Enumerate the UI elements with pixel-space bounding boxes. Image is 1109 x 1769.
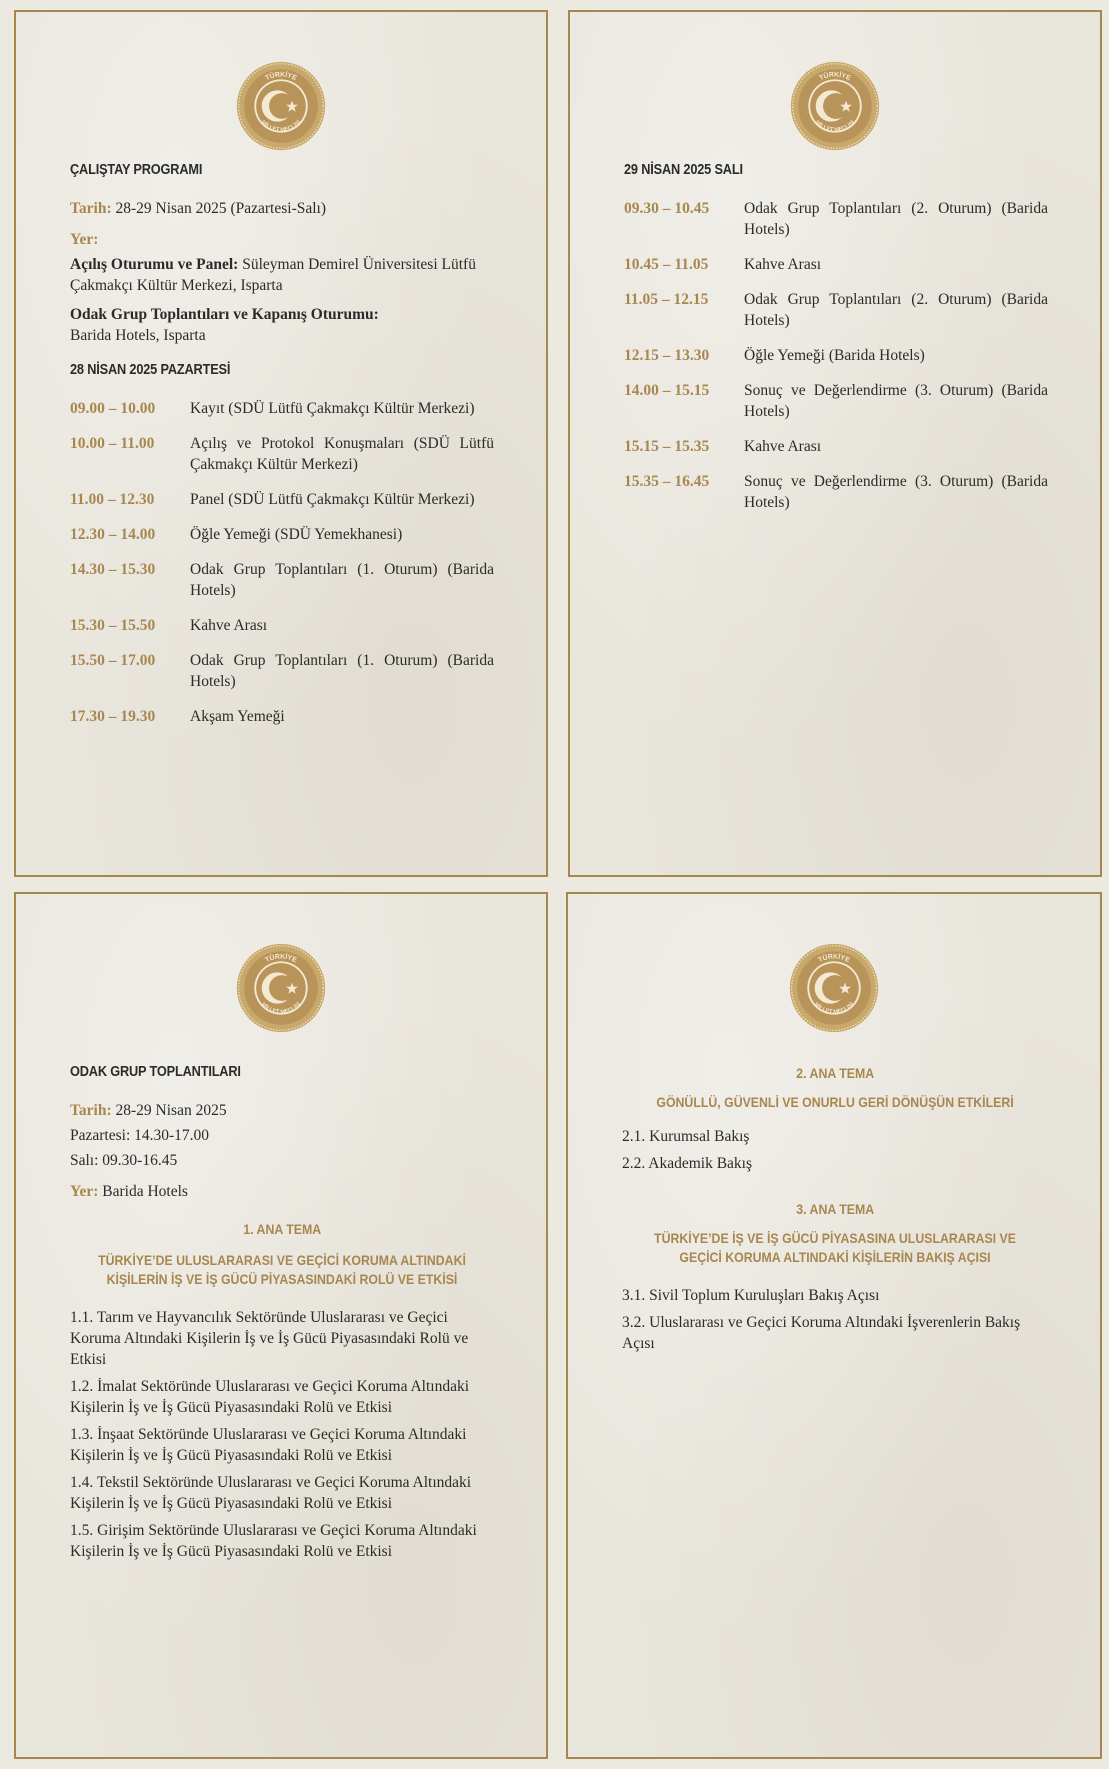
date-label: Tarih: (70, 1102, 112, 1119)
day2-title: 29 NİSAN 2025 SALI (624, 162, 743, 178)
theme3-items (622, 1285, 1048, 1354)
svg-text:TÜRKİYE: TÜRKİYE (818, 71, 852, 83)
opening-label: Açılış Oturumu ve Panel: (70, 256, 239, 273)
schedule-row (70, 706, 494, 727)
theme-item: 1.1. Tarım ve Hayvancılık Sektöründe Uluslararası ve Geçici Koruma Altındaki Kişilerin İş ve İş Gücü Piyasasındaki Rolü ve Etkisi (70, 1309, 469, 1368)
schedule-desc: Akşam Yemeği (190, 708, 285, 725)
theme3-title: TÜRKİYE’DE İŞ VE İŞ GÜCÜ PİYASASINA ULUSLARARASI VE GEÇİCİ KORUMA ALTINDAKİ KİŞİLERİN BAKIŞ AÇISI (654, 1230, 1016, 1265)
svg-text:MİLLET MECLİSİ: MİLLET MECLİSİ (259, 1001, 303, 1016)
focus-title: ODAK GRUP TOPLANTILARI (70, 1064, 241, 1080)
schedule-desc: Kahve Arası (744, 438, 822, 455)
opening-value: Süleyman Demirel Üniversitesi Lütfü Çakmakçı Kültür Merkezi, Isparta (70, 256, 476, 294)
svg-text:MİLLET MECLİSİ: MİLLET MECLİSİ (812, 1001, 856, 1016)
schedule-desc: Odak Grup Toplantıları (2. Oturum) (Barida Hotels) (744, 291, 1048, 329)
schedule-time: 09.00 – 10.00 (70, 400, 156, 417)
day2-schedule (624, 198, 1048, 513)
day1-title: 28 NİSAN 2025 PAZARTESİ (70, 362, 231, 378)
schedule-time: 15.15 – 15.35 (624, 438, 710, 455)
tbmm-seal-logo (788, 942, 880, 1034)
monday-hours: Pazartesi: 14.30-17.00 (70, 1127, 210, 1144)
date-value: 28-29 Nisan 2025 (115, 1102, 227, 1119)
tuesday-hours: Salı: 09.30-16.45 (70, 1152, 178, 1169)
schedule-row (70, 650, 494, 692)
place-label: Yer: (70, 231, 99, 248)
schedule-time: 10.00 – 11.00 (70, 435, 155, 452)
place-value: Barida Hotels (102, 1183, 188, 1200)
theme-item: 3.1. Sivil Toplum Kuruluşları Bakış Açısı (622, 1287, 880, 1304)
theme-item: 2.2. Akademik Bakış (622, 1155, 753, 1172)
tbmm-seal-logo (789, 60, 881, 152)
focus-value: Barida Hotels, Isparta (70, 327, 206, 344)
svg-text:MİLLET MECLİSİ: MİLLET MECLİSİ (813, 119, 857, 134)
schedule-row (624, 254, 1048, 275)
day1-schedule (70, 398, 494, 727)
schedule-time: 11.00 – 12.30 (70, 491, 155, 508)
page-day2 (568, 10, 1102, 877)
schedule-desc: Sonuç ve Değerlendirme (3. Oturum) (Barida Hotels) (744, 473, 1048, 511)
schedule-desc: Panel (SDÜ Lütfü Çakmakçı Kültür Merkezi) (190, 491, 475, 508)
theme2-title: GÖNÜLLÜ, GÜVENLİ VE ONURLU GERİ DÖNÜŞÜN ETKİLERİ (656, 1094, 1014, 1110)
theme-item: 3.2. Uluslararası ve Geçici Koruma Altındaki İşverenlerin Bakış Açısı (622, 1314, 1021, 1352)
date-label: Tarih: (70, 200, 112, 217)
schedule-desc: Kayıt (SDÜ Lütfü Çakmakçı Kültür Merkezi) (190, 400, 475, 417)
svg-text:MİLLET MECLİSİ: MİLLET MECLİSİ (259, 119, 303, 134)
theme-item: 1.4. Tekstil Sektöründe Uluslararası ve Geçici Koruma Altındaki Kişilerin İş ve İş Gücü Piyasasındaki Rolü ve Etkisi (70, 1474, 472, 1512)
tbmm-seal-logo (235, 60, 327, 152)
schedule-time: 12.15 – 13.30 (624, 347, 710, 364)
schedule-row (70, 433, 494, 475)
schedule-desc: Kahve Arası (190, 617, 268, 634)
schedule-desc: Sonuç ve Değerlendirme (3. Oturum) (Barida Hotels) (744, 382, 1048, 420)
theme2-number: 2. ANA TEMA (796, 1065, 874, 1081)
theme1-items (70, 1307, 494, 1562)
schedule-row (70, 559, 494, 601)
schedule-desc: Öğle Yemeği (SDÜ Yemekhanesi) (190, 526, 403, 543)
theme2-items (622, 1126, 1048, 1174)
schedule-desc: Kahve Arası (744, 256, 822, 273)
theme-item: 1.2. İmalat Sektöründe Uluslararası ve Geçici Koruma Altındaki Kişilerin İş ve İş Gücü Piyasasındaki Rolü ve Etkisi (70, 1378, 470, 1416)
theme3-number: 3. ANA TEMA (796, 1201, 874, 1217)
schedule-row (70, 615, 494, 636)
schedule-row (624, 289, 1048, 331)
schedule-time: 14.00 – 15.15 (624, 382, 710, 399)
schedule-desc: Odak Grup Toplantıları (1. Oturum) (Barida Hotels) (190, 652, 494, 690)
tbmm-seal-logo (235, 942, 327, 1034)
page-themes (566, 892, 1102, 1759)
svg-text:TÜRKİYE: TÜRKİYE (817, 953, 851, 965)
theme1-title: TÜRKİYE’DE ULUSLARARASI VE GEÇİCİ KORUMA ALTINDAKİ KİŞİLERİN İŞ VE İŞ GÜCÜ PİYASASINDAKİ ROLÜ VE ETKİSİ (98, 1252, 466, 1287)
schedule-time: 14.30 – 15.30 (70, 561, 156, 578)
page-program (14, 10, 548, 877)
theme1-number: 1. ANA TEMA (243, 1221, 321, 1237)
schedule-row (624, 436, 1048, 457)
focus-label: Odak Grup Toplantıları ve Kapanış Oturumu: (70, 306, 379, 323)
schedule-row (70, 524, 494, 545)
schedule-time: 15.30 – 15.50 (70, 617, 156, 634)
svg-text:TÜRKİYE: TÜRKİYE (264, 71, 298, 83)
schedule-row (70, 489, 494, 510)
schedule-row (624, 345, 1048, 366)
svg-text:TÜRKİYE: TÜRKİYE (264, 953, 298, 965)
schedule-desc: Odak Grup Toplantıları (2. Oturum) (Barida Hotels) (744, 200, 1048, 238)
schedule-time: 15.35 – 16.45 (624, 473, 710, 490)
page-focus-groups (14, 892, 548, 1759)
schedule-time: 11.05 – 12.15 (624, 291, 709, 308)
program-title: ÇALIŞTAY PROGRAMI (70, 162, 203, 178)
schedule-row (70, 398, 494, 419)
date-value: 28-29 Nisan 2025 (Pazartesi-Salı) (115, 200, 327, 217)
schedule-time: 10.45 – 11.05 (624, 256, 709, 273)
schedule-time: 12.30 – 14.00 (70, 526, 156, 543)
schedule-time: 09.30 – 10.45 (624, 200, 710, 217)
schedule-desc: Odak Grup Toplantıları (1. Oturum) (Barida Hotels) (190, 561, 494, 599)
theme-item: 2.1. Kurumsal Bakış (622, 1128, 750, 1145)
schedule-time: 15.50 – 17.00 (70, 652, 156, 669)
schedule-row (624, 471, 1048, 513)
place-label: Yer: (70, 1183, 99, 1200)
schedule-desc: Açılış ve Protokol Konuşmaları (SDÜ Lütfü Çakmakçı Kültür Merkezi) (190, 435, 494, 473)
schedule-time: 17.30 – 19.30 (70, 708, 156, 725)
theme-item: 1.3. İnşaat Sektöründe Uluslararası ve Geçici Koruma Altındaki Kişilerin İş ve İş Gücü Piyasasındaki Rolü ve Etkisi (70, 1426, 467, 1464)
schedule-row (624, 198, 1048, 240)
schedule-desc: Öğle Yemeği (Barida Hotels) (744, 347, 925, 364)
schedule-row (624, 380, 1048, 422)
theme-item: 1.5. Girişim Sektöründe Uluslararası ve Geçici Koruma Altındaki Kişilerin İş ve İş Gücü Piyasasındaki Rolü ve Etkisi (70, 1522, 477, 1560)
